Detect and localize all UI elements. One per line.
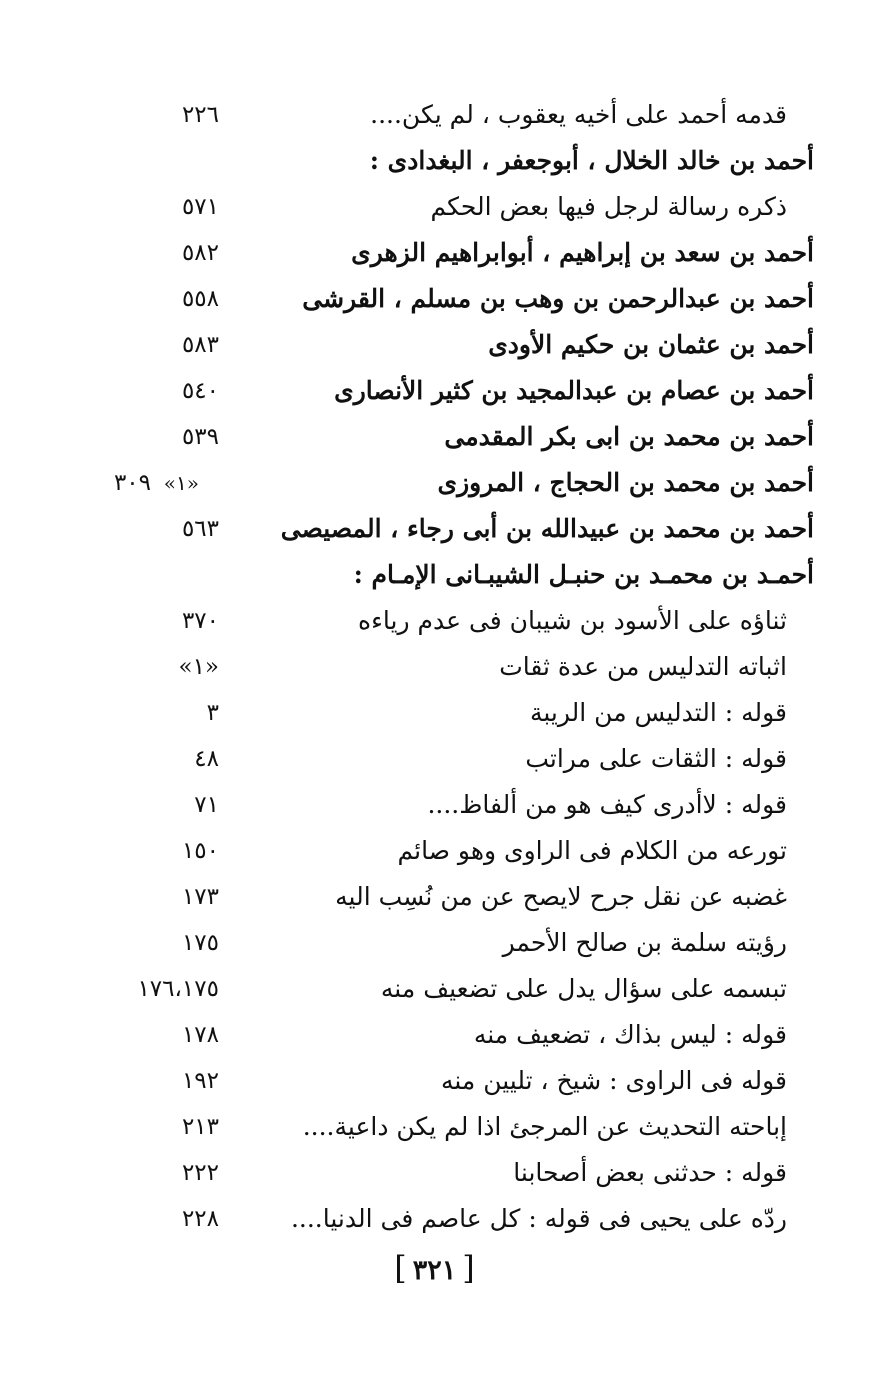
entry-page-ref: ٣٧٠	[181, 608, 219, 634]
index-entry	[0, 1196, 869, 1242]
entry-text: ذكره رسالة لرجل فيها بعض الحكم	[430, 192, 787, 221]
entry-page-ref: ١٧٦،١٧٥	[137, 976, 219, 1002]
page-number: [٣٢١]	[394, 1249, 475, 1287]
index-entry	[0, 690, 869, 736]
entry-note-ref: «١»	[163, 471, 199, 495]
index-entry	[0, 644, 869, 690]
entry-text: أحمد بن خالد الخلال ، أبوجعفر ، البغدادى :	[369, 146, 814, 175]
entry-page-ref: ٥٧١	[181, 194, 219, 220]
index-entry	[0, 782, 869, 828]
index-entry	[0, 598, 869, 644]
index-entry	[0, 1058, 869, 1104]
entry-page-ref: «١»	[178, 654, 219, 680]
entry-text: أحمد بن عصام بن عبدالمجيد بن كثير الأنصارى	[334, 376, 814, 405]
entry-text: تبسمه على سؤال يدل على تضعيف منه	[380, 974, 787, 1003]
entry-text: قوله فى الراوى : شيخ ، تليين منه	[440, 1066, 787, 1095]
page-number-value: ٣٢١	[412, 1255, 457, 1286]
entry-page-ref: ١٧٣	[181, 884, 219, 910]
entry-page-ref: ١٧٥	[181, 930, 219, 956]
entry-page-ref: ٣	[206, 700, 219, 726]
entry-text: قوله : ليس بذاك ، تضعيف منه	[473, 1020, 787, 1049]
index-entry	[0, 460, 869, 506]
index-entry	[0, 138, 869, 184]
entry-text: رؤيته سلمة بن صالح الأحمر	[502, 928, 787, 957]
entry-page-ref: ٥٣٩	[181, 424, 219, 450]
entry-page-ref: ٢٢٦	[181, 102, 219, 128]
entry-text: أحمد بن عبدالرحمن بن وهب بن مسلم ، القرشى	[302, 284, 814, 313]
index-entry	[0, 966, 869, 1012]
entry-page-ref: ٥٨٢	[181, 240, 219, 266]
entry-text: أحمد بن محمد بن عبيدالله بن أبى رجاء ، المصيصى	[280, 514, 814, 543]
entry-page-ref: ١٩٢	[181, 1068, 219, 1094]
index-entry	[0, 920, 869, 966]
entry-text: قوله : حدثنى بعض أصحابنا	[513, 1158, 787, 1187]
index-entry	[0, 1150, 869, 1196]
entry-text: أحمد بن محمد بن ابى بكر المقدمى	[444, 422, 814, 451]
entry-secondary-page-ref: ٣٠٩	[113, 470, 151, 496]
index-entry	[0, 874, 869, 920]
index-entry	[0, 276, 869, 322]
index-entry	[0, 736, 869, 782]
index-entry	[0, 230, 869, 276]
entry-text: قوله : لاأدرى كيف هو من ألفاظ....	[427, 790, 787, 819]
entry-page-ref: ٤٨	[194, 746, 219, 772]
index-entry	[0, 552, 869, 598]
entry-text: قدمه أحمد على أخيه يعقوب ، لم يكن....	[370, 100, 787, 129]
entry-text: إباحته التحديث عن المرجئ اذا لم يكن داعية....	[302, 1112, 787, 1141]
index-entries	[0, 92, 869, 1242]
entry-text: ثناؤه على الأسود بن شيبان فى عدم رياءه	[358, 606, 787, 635]
entry-text: قوله : الثقات على مراتب	[525, 744, 787, 773]
entry-text: تورعه من الكلام فى الراوى وهو صائم	[397, 836, 787, 865]
index-entry	[0, 506, 869, 552]
entry-page-ref: ١٥٠	[181, 838, 219, 864]
index-entry	[0, 828, 869, 874]
index-entry	[0, 1104, 869, 1150]
index-entry	[0, 414, 869, 460]
entry-page-ref: ٥٨٣	[181, 332, 219, 358]
entry-page-ref: ٢٢٢	[181, 1160, 219, 1186]
entry-page-ref: ٥٦٣	[181, 516, 219, 542]
entry-page-ref: ١٧٨	[181, 1022, 219, 1048]
index-entry	[0, 1012, 869, 1058]
entry-text: غضبه عن نقل جرح لايصح عن من نُسِب اليه	[335, 882, 787, 911]
entry-page-ref: ٢٢٨	[181, 1206, 219, 1232]
entry-text: ردّه على يحيى فى قوله : كل عاصم فى الدنيا....	[290, 1204, 787, 1233]
entry-text: أحمد بن محمد بن الحجاج ، المروزى	[437, 468, 814, 497]
entry-page-ref: ٥٥٨	[181, 286, 219, 312]
entry-page-ref: ٢١٣	[181, 1114, 219, 1140]
index-entry	[0, 184, 869, 230]
index-entry	[0, 368, 869, 414]
entry-page-ref: ٧١	[194, 792, 219, 818]
entry-text: أحمـد بن محمـد بن حنبـل الشيبـانى الإمـام :	[353, 560, 814, 589]
entry-text: أحمد بن سعد بن إبراهيم ، أبوابراهيم الزهرى	[351, 238, 814, 267]
index-entry	[0, 92, 869, 138]
index-entry	[0, 322, 869, 368]
entry-page-ref: ٥٤٠	[181, 378, 219, 404]
entry-text: أحمد بن عثمان بن حكيم الأودى	[488, 330, 814, 359]
entry-text: قوله : التدليس من الريبة	[529, 698, 787, 727]
entry-text: اثباته التدليس من عدة ثقات	[499, 652, 787, 681]
